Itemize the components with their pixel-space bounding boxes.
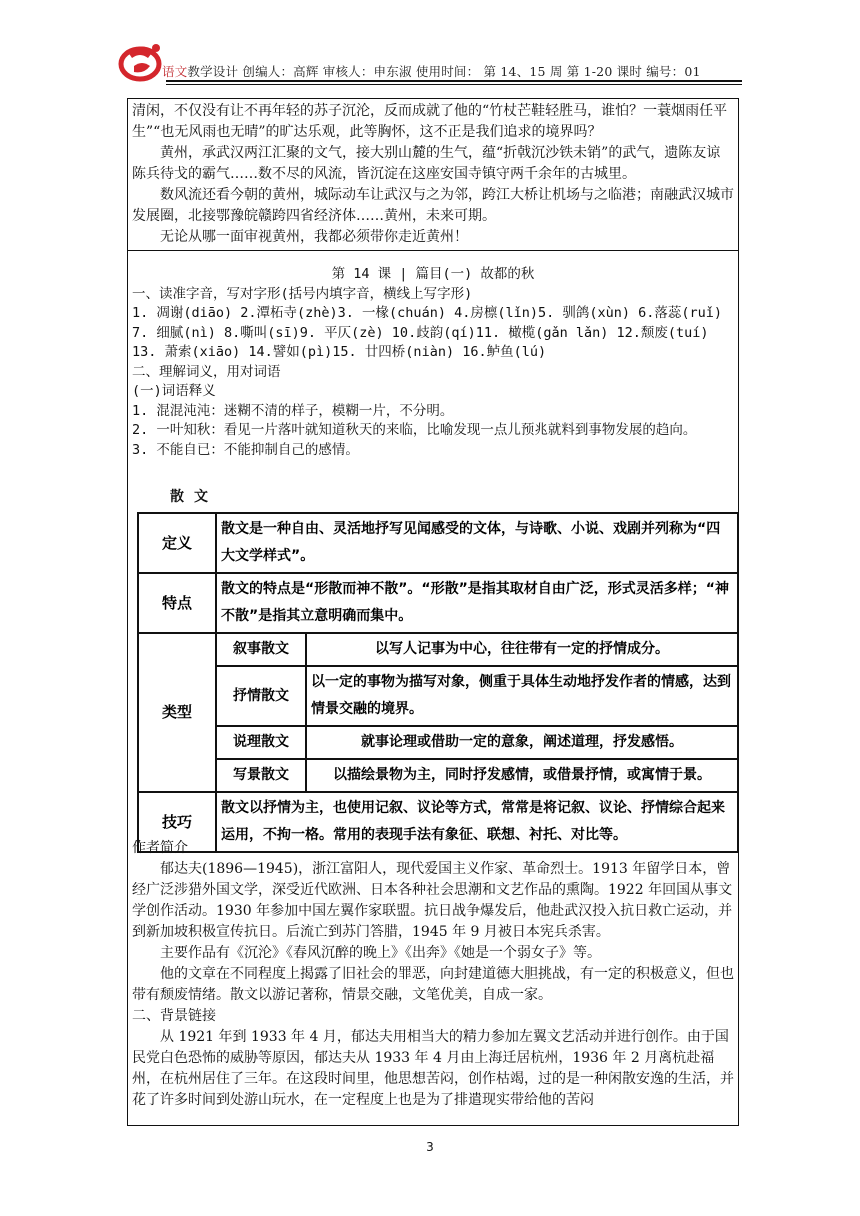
header-rule-thin bbox=[166, 84, 742, 85]
header-info bbox=[162, 62, 701, 80]
section1-title: 一、读准字音，写对字形(括号内填字音，横线上写字形) bbox=[132, 285, 473, 302]
page-number: 3 bbox=[426, 1140, 434, 1154]
table-row bbox=[138, 726, 738, 759]
features-text: 散文的特点是“形散而神不散”。“形散”是指其取材自由广泛，形式灵活多样；“神不散”是指其立意明确而集中。 bbox=[216, 573, 738, 633]
sanwen-table bbox=[137, 512, 739, 853]
pinyin-line-1: 1. 凋谢(diāo) 2.潭柘寺(zhè)3. 一椽(chuán) 4.房檩(lǐn)5. 驯鸽(xùn) 6.落蕊(ruǐ) bbox=[132, 305, 723, 321]
type-desc: 以写人记事为中心，往往带有一定的抒情成分。 bbox=[306, 633, 738, 666]
skills-label: 技巧 bbox=[138, 792, 216, 852]
sanwen-label: 散文 bbox=[170, 489, 218, 505]
word-def-3: 3. 不能自已：不能抑制自己的感情。 bbox=[132, 441, 359, 458]
lesson-section bbox=[132, 265, 734, 460]
header-meta: 教学设计 创编人：高辉 审核人：申东淑 使用时间： 第 14、15 周 第 1-20 课时 编号：01 bbox=[187, 64, 701, 79]
word-def-2: 2. 一叶知秋：看见一片落叶就知道秋天的来临，比喻发现一点儿预兆就料到事物发展的趋向。 bbox=[132, 422, 697, 438]
definition-text: 散文是一种自由、灵活地抒写见闻感受的文体，与诗歌、小说、戏剧并列称为“四大文学样式”。 bbox=[216, 513, 738, 573]
intro-para-2: 黄州，承武汉两江汇聚的文气，接大别山麓的生气，蕴“折戟沉沙铁未销”的武气，遗陈友谅陈兵待戈的霸气……数不尽的风流，皆沉淀在这座安国寺镇守两千余年的古城里。 bbox=[132, 145, 721, 182]
background-title: 二、背景链接 bbox=[132, 1008, 216, 1024]
author-para-3: 他的文章在不同程度上揭露了旧社会的罪恶，向封建道德大胆挑战，有一定的积极意义，但也带有颓废情绪。散文以游记著称，情景交融，文笔优美，自成一家。 bbox=[132, 966, 734, 1003]
lesson-title: 第 14 课 | 篇目(一) 故都的秋 bbox=[331, 266, 535, 282]
table-row bbox=[138, 573, 738, 633]
intro-para-4: 无论从哪一面审视黄州，我都必须带你走近黄州！ bbox=[160, 229, 468, 245]
page-header bbox=[118, 40, 742, 84]
type-name: 说理散文 bbox=[216, 726, 306, 759]
table-row bbox=[138, 633, 738, 666]
author-section bbox=[132, 838, 734, 1111]
features-label: 特点 bbox=[138, 573, 216, 633]
intro-para-1: 清闲，不仅没有让不再年轻的苏子沉沦，反而成就了他的“竹杖芒鞋轻胜马，谁怕？一蓑烟雨任平生”“也无风雨也无晴”的旷达乐观，此等胸怀，这不正是我们追求的境界吗？ bbox=[132, 103, 728, 140]
type-desc: 以描绘景物为主，同时抒发感情，或借景抒情，或寓情于景。 bbox=[306, 759, 738, 792]
skills-text: 散文以抒情为主，也使用记叙、议论等方式，常常是将记叙、议论、抒情综合起来运用，不拘一格。常用的表现手法有象征、联想、衬托、对比等。 bbox=[216, 792, 738, 852]
table-row bbox=[138, 759, 738, 792]
pinyin-line-3: 13. 萧索(xiāo) 14.譬如(pì)15. 廿四桥(niàn) 16.鲈鱼(lú) bbox=[132, 344, 547, 360]
table-row bbox=[138, 513, 738, 573]
intro-section bbox=[132, 101, 734, 248]
type-name: 写景散文 bbox=[216, 759, 306, 792]
author-para-1: 郁达夫(1896—1945)，浙江富阳人，现代爱国主义作家、革命烈士。1913 年留学日本，曾经广泛涉猎外国文学，深受近代欧洲、日本各种社会思潮和文艺作品的熏陶。1922 年回国从事文学创作活动。1930 年参加中国左翼作家联盟。抗日战争爆发后，他赴武汉投入抗日救亡运动，并到新加坡积极宣传抗日。后流亡到苏门答腊，1945 年 9 月被日本宪兵杀害。 bbox=[132, 861, 733, 940]
definition-label: 定义 bbox=[138, 513, 216, 573]
section2-subtitle: (一)词语释义 bbox=[132, 383, 216, 399]
types-label: 类型 bbox=[138, 633, 216, 792]
school-logo-icon bbox=[118, 40, 168, 84]
word-def-1: 1. 混混沌沌：迷糊不清的样子，模糊一片，不分明。 bbox=[132, 402, 454, 419]
header-brand: 语文 bbox=[162, 64, 188, 79]
type-name: 叙事散文 bbox=[216, 633, 306, 666]
type-desc: 就事论理或借助一定的意象，阐述道理，抒发感悟。 bbox=[306, 726, 738, 759]
author-title: 作者简介 bbox=[132, 840, 188, 856]
author-para-2: 主要作品有《沉沦》《春风沉醉的晚上》《出奔》《她是一个弱女子》等。 bbox=[160, 945, 601, 961]
type-desc: 以一定的事物为描写对象，侧重于具体生动地抒发作者的情感，达到情景交融的境界。 bbox=[306, 666, 738, 726]
intro-para-3: 数风流还看今朝的黄州，城际动车让武汉与之为邻，跨江大桥让机场与之临港；南融武汉城市发展圈，北接鄂豫皖赣跨四省经济体……黄州，未来可期。 bbox=[132, 187, 734, 224]
background-para: 从 1921 年到 1933 年 4 月，郁达夫用相当大的精力参加左翼文艺活动并进行创作。由于国民党白色恐怖的威胁等原因，郁达夫从 1933 年 4 月由上海迁居杭州，1936 年 2 月离杭赴福州，在杭州居住了三年。在这段时间里，他思想苦闷，创作枯竭，过的是一种闲散安逸的生活，并花了许多时间到处游山玩水，在一定程度上也是为了排遣现实带给他的苦闷 bbox=[132, 1029, 734, 1108]
pinyin-line-2: 7. 细腻(nì) 8.嘶叫(sī)9. 平仄(zè) 10.歧韵(qí)11. 橄榄(gǎn lǎn) 12.颓废(tuí) bbox=[132, 324, 709, 341]
header-rule bbox=[166, 80, 742, 82]
table-row bbox=[138, 666, 738, 726]
type-name: 抒情散文 bbox=[216, 666, 306, 726]
frame-divider bbox=[128, 250, 738, 251]
section2-title: 二、理解词义，用对词语 bbox=[132, 363, 281, 380]
